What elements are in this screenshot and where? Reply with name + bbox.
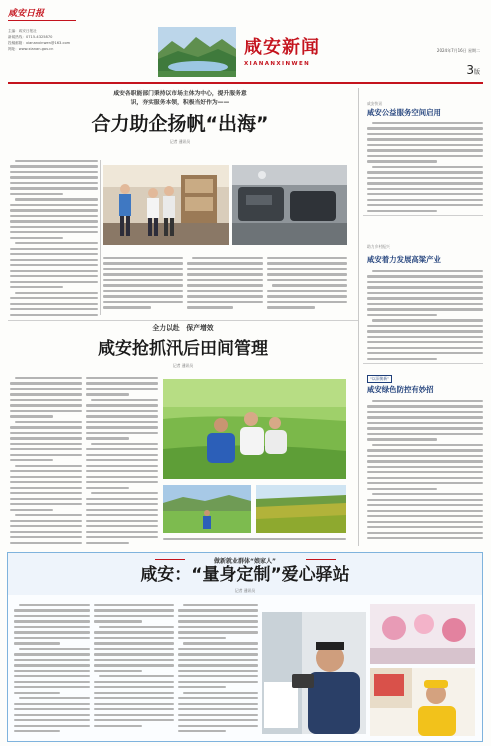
sidebar-tag: “以旧换新” — [367, 375, 392, 383]
delivery-rider-photo — [370, 668, 475, 736]
masthead-info-line: 新闻热线：0715-4325870 — [8, 35, 53, 39]
masthead-rule — [8, 82, 483, 84]
sidebar-headline: 咸安绿色防控有妙招 — [367, 385, 434, 394]
sidebar-divider — [363, 363, 483, 364]
article3-byline: 记者 通讯员 — [234, 588, 256, 593]
article2-byline: 记者 通讯员 — [172, 363, 194, 368]
sidebar-rule — [358, 88, 359, 546]
sidebar-divider — [363, 215, 483, 216]
article1-kicker — [30, 90, 330, 108]
worker-with-phone-photo — [262, 612, 366, 734]
issue-date: 2024年7月16日 星期二 — [436, 48, 480, 53]
article3-body-column — [178, 604, 258, 736]
article2-kicker: 全力以赴 保产增效 — [152, 324, 214, 332]
sidebar-section-label: 助力乡村振兴 — [367, 244, 390, 249]
article1-kicker-line: 识，夯实服务本领，积极当好作为—— — [130, 100, 230, 106]
landscape-banner-photo — [158, 27, 236, 77]
newspaper-logo: 咸安日报 — [8, 7, 76, 21]
article3-headline: 咸安：“量身定制”爱心驿站 — [140, 565, 350, 585]
care-station-interior-photo — [370, 604, 475, 664]
sidebar-section-label: 咸安快讯 — [367, 101, 383, 106]
column-rule — [100, 160, 101, 315]
page-number-suffix: 版 — [473, 69, 480, 76]
article3-body-column — [14, 604, 90, 736]
sidebar-body — [367, 400, 483, 542]
rice-field-inspection-photo — [163, 379, 346, 479]
article2-headline: 咸安抢抓汛后田间管理 — [98, 339, 268, 359]
factory-machinery-photo — [232, 165, 347, 245]
article1-body-column — [10, 160, 98, 318]
field-worker-photo — [163, 485, 251, 533]
sidebar-body — [367, 122, 483, 214]
article1-body-column — [267, 257, 347, 317]
sidebar-headline: 咸安着力发展高粱产业 — [367, 255, 441, 264]
article1-headline: 合力助企扬帆“出海” — [91, 113, 269, 135]
article1-kicker-line: 咸安各职能部门秉持以市场主体为中心，提升服务意 — [113, 91, 247, 97]
masthead-info-line: 投稿邮箱：xiananxinwen@163.com — [8, 41, 71, 45]
section-divider — [8, 320, 358, 321]
article2-body-column — [163, 538, 346, 546]
article1-body-column — [103, 257, 183, 317]
masthead-info — [8, 28, 156, 52]
article3-kicker: 做新就业群体“娘家人” — [214, 558, 276, 565]
article1-byline: 记者 通讯员 — [169, 139, 191, 144]
article3-body-column — [94, 604, 174, 736]
section-pinyin: XIANANXINWEN — [244, 61, 311, 67]
golden-paddy-photo — [256, 485, 346, 533]
sidebar-body — [367, 270, 483, 362]
page-number — [440, 63, 480, 77]
masthead-info-line: 网址：www.xianan.gov.cn — [8, 47, 54, 51]
article2-body-column — [10, 377, 82, 545]
page-number-value: 3 — [466, 63, 474, 77]
section-title: 咸安新闻 — [244, 37, 320, 58]
masthead-info-line: 主编：咸安日报社 — [8, 29, 37, 33]
enterprise-visit-photo — [103, 165, 229, 245]
article1-body-column — [187, 257, 263, 317]
sidebar-headline: 咸安公益服务空间启用 — [367, 108, 441, 117]
article2-body-column — [86, 377, 158, 545]
